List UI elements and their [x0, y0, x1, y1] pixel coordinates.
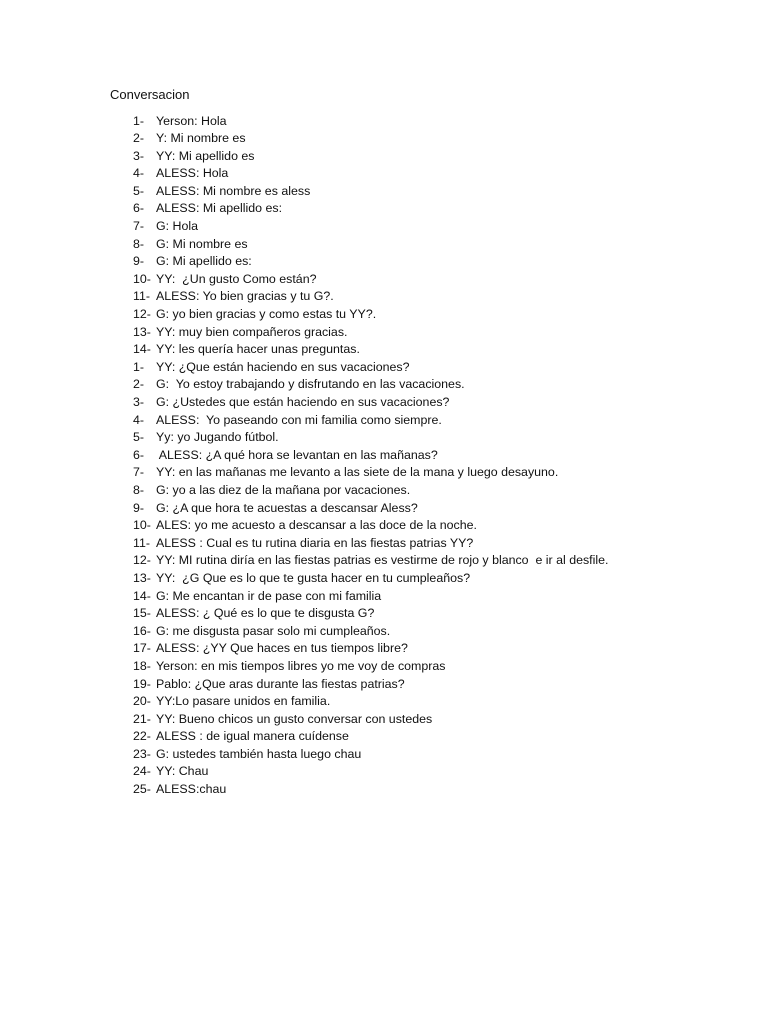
- line-number: 12-: [133, 307, 151, 322]
- line-text: G: me disgusta pasar solo mi cumpleaños.: [156, 623, 391, 638]
- document-title: Conversacion: [110, 87, 190, 102]
- conversation-line: [0, 218, 768, 236]
- conversation-line: [0, 183, 768, 201]
- line-text: Yerson: en mis tiempos libres yo me voy de compras: [156, 658, 446, 673]
- line-text: G: ¿Ustedes que están haciendo en sus vacaciones?: [156, 395, 450, 409]
- line-text: ALESS: ¿ Qué es lo que te disgusta G?: [156, 606, 375, 621]
- line-text: ALESS: Yo paseando con mi familia como siempre.: [156, 412, 442, 427]
- line-number: 23-: [133, 746, 151, 761]
- line-text: ALESS: ¿A qué hora se levantan en las mañanas?: [156, 447, 438, 462]
- line-text: G: Me encantan ir de pase con mi familia: [156, 588, 382, 603]
- conversation-line: [0, 200, 768, 218]
- line-number: 4-: [133, 412, 145, 427]
- line-text: G: ¿A que hora te acuestas a descansar Aless?: [156, 500, 418, 515]
- line-number: 5-: [133, 183, 145, 198]
- conversation-line: [0, 763, 768, 781]
- line-text: YY: en las mañanas me levanto a las siete de la mana y luego desayuno.: [156, 465, 559, 480]
- line-number: 7-: [133, 465, 145, 480]
- line-number: 9-: [133, 500, 145, 515]
- conversation-line: [0, 288, 768, 306]
- line-text: ALESS: Mi apellido es:: [156, 201, 283, 216]
- line-text: YY: ¿G Que es lo que te gusta hacer en tu cumpleaños?: [156, 570, 471, 585]
- line-number: 5-: [133, 430, 145, 445]
- line-number: 9-: [133, 254, 145, 269]
- line-text: Y: Mi nombre es: [156, 131, 246, 146]
- line-number: 2-: [133, 377, 145, 392]
- conversation-line: [0, 271, 768, 289]
- line-number: 8-: [133, 482, 145, 497]
- line-text: YY: ¿Que están haciendo en sus vacaciones?: [156, 359, 410, 374]
- line-number: 6-: [133, 201, 145, 216]
- conversation-line: [0, 500, 768, 518]
- conversation-line: [0, 570, 768, 588]
- line-number: 13-: [133, 570, 151, 585]
- line-text: G: Yo estoy trabajando y disfrutando en las vacaciones.: [156, 377, 465, 392]
- line-number: 11-: [133, 535, 150, 550]
- line-text: YY: ¿Un gusto Como están?: [156, 271, 317, 286]
- conversation-line: [0, 447, 768, 465]
- line-text: Pablo: ¿Que aras durante las fiestas patrias?: [156, 676, 405, 691]
- conversation-line: [0, 253, 768, 271]
- conversation-line: [0, 605, 768, 623]
- line-number: 4-: [133, 166, 145, 181]
- line-number: 7-: [133, 219, 145, 234]
- line-text: G: Mi nombre es: [156, 236, 248, 251]
- line-number: 2-: [133, 131, 145, 146]
- line-text: G: Mi apellido es:: [156, 254, 252, 269]
- line-number: 19-: [133, 676, 151, 691]
- line-text: G: yo a las diez de la mañana por vacaciones.: [156, 482, 411, 497]
- line-number: 18-: [133, 658, 151, 673]
- conversation-line: [0, 552, 768, 570]
- conversation-line: [0, 236, 768, 254]
- line-number: 3-: [133, 148, 145, 163]
- line-number: 13-: [133, 324, 151, 339]
- line-text: YY: MI rutina diría en las fiestas patrias es vestirme de rojo y blanco e ir al desfile.: [156, 553, 609, 568]
- line-text: YY: Chau: [156, 764, 209, 779]
- line-number: 20-: [133, 694, 151, 709]
- line-number: 1-: [133, 359, 145, 374]
- line-text: ALESS: ¿YY Que haces en tus tiempos libre?: [156, 641, 408, 656]
- line-text: ALESS: Mi nombre es aless: [156, 183, 311, 198]
- line-text: YY:Lo pasare unidos en familia.: [156, 694, 331, 709]
- line-number: 11-: [133, 289, 150, 304]
- line-text: YY: Mi apellido es: [156, 148, 255, 163]
- line-text: ALESS:chau: [156, 782, 227, 797]
- conversation-line: [0, 781, 768, 799]
- line-text: ALESS: Yo bien gracias y tu G?.: [156, 289, 334, 304]
- line-text: ALESS : Cual es tu rutina diaria en las fiestas patrias YY?: [156, 535, 474, 550]
- conversation-line: [0, 130, 768, 148]
- line-text: G: yo bien gracias y como estas tu YY?.: [156, 307, 377, 322]
- line-number: 24-: [133, 764, 151, 779]
- line-text: Yy: yo Jugando fútbol.: [156, 430, 279, 445]
- line-number: 22-: [133, 729, 151, 744]
- conversation-line: [0, 640, 768, 658]
- conversation-line: [0, 535, 768, 553]
- conversation-list: [0, 113, 768, 799]
- conversation-line: [0, 728, 768, 746]
- line-number: 21-: [133, 711, 151, 726]
- conversation-line: [0, 306, 768, 324]
- line-number: 8-: [133, 236, 145, 251]
- line-number: 17-: [133, 641, 151, 656]
- line-text: ALES: yo me acuesto a descansar a las doce de la noche.: [156, 518, 477, 533]
- line-text: G: ustedes también hasta luego chau: [156, 746, 362, 761]
- conversation-line: [0, 394, 768, 412]
- conversation-line: [0, 341, 768, 359]
- conversation-line: [0, 464, 768, 482]
- conversation-line: [0, 517, 768, 535]
- line-number: 6-: [133, 447, 145, 462]
- conversation-line: [0, 658, 768, 676]
- conversation-line: [0, 376, 768, 394]
- line-text: YY: les quería hacer unas preguntas.: [156, 342, 360, 357]
- line-number: 1-: [133, 113, 145, 128]
- line-text: Yerson: Hola: [156, 113, 227, 128]
- line-number: 16-: [133, 623, 151, 638]
- line-number: 10-: [133, 271, 151, 286]
- conversation-line: [0, 165, 768, 183]
- line-number: 14-: [133, 342, 151, 357]
- line-number: 12-: [133, 553, 151, 568]
- line-number: 10-: [133, 518, 151, 533]
- line-text: YY: Bueno chicos un gusto conversar con ustedes: [156, 711, 433, 726]
- conversation-line: [0, 113, 768, 131]
- conversation-line: [0, 324, 768, 342]
- conversation-line: [0, 711, 768, 729]
- line-number: 14-: [133, 588, 151, 603]
- conversation-line: [0, 693, 768, 711]
- conversation-line: [0, 623, 768, 641]
- line-text: YY: muy bien compañeros gracias.: [156, 324, 348, 339]
- line-text: ALESS: Hola: [156, 166, 229, 181]
- conversation-line: [0, 482, 768, 500]
- conversation-line: [0, 359, 768, 377]
- line-number: 25-: [133, 782, 151, 797]
- conversation-line: [0, 148, 768, 166]
- conversation-line: [0, 746, 768, 764]
- conversation-line: [0, 676, 768, 694]
- line-text: ALESS : de igual manera cuídense: [156, 729, 349, 744]
- line-number: 15-: [133, 606, 151, 621]
- conversation-line: [0, 412, 768, 430]
- conversation-line: [0, 588, 768, 606]
- line-number: 3-: [133, 395, 145, 409]
- conversation-line: [0, 429, 768, 447]
- line-text: G: Hola: [156, 219, 199, 234]
